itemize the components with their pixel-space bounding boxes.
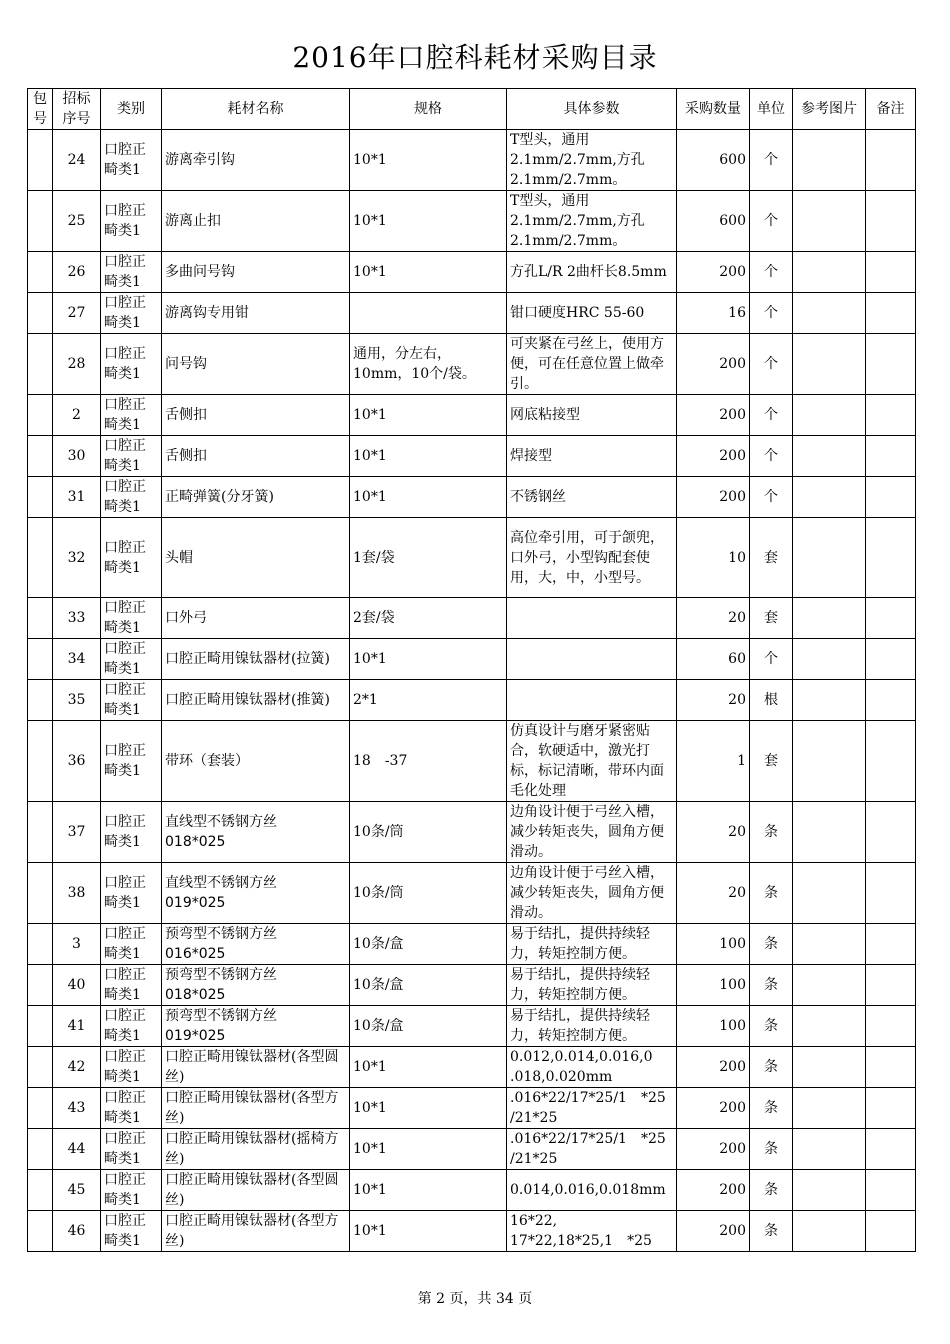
item-name: 舌侧扣 [165,407,207,423]
cell-image [793,395,866,436]
cell-remark [866,721,916,802]
cell-qty: 200 [677,395,750,436]
item-name-size: 019*025 [165,895,226,911]
cell-category: 口腔正畸类1 [101,334,162,395]
item-name: 游离牵引钩 [165,152,235,168]
cell-remark [866,1211,916,1252]
cell-remark [866,1129,916,1170]
cell-category: 口腔正畸类1 [101,518,162,598]
cell-qty: 600 [677,130,750,191]
cell-bid-no: 33 [53,598,101,639]
cell-image [793,334,866,395]
cell-image [793,965,866,1006]
cell-pkg [28,598,53,639]
item-name: 预弯型不锈钢方丝 [165,967,277,983]
cell-bid-no: 38 [53,863,101,924]
page-title: 2016年口腔科耗材采购目录 [292,41,658,74]
cell-image [793,802,866,863]
cell-pkg [28,477,53,518]
cell-unit: 条 [750,1006,793,1047]
cell-image [793,639,866,680]
cell-unit: 条 [750,863,793,924]
cell-remark [866,680,916,721]
item-name: 正畸弹簧(分牙簧) [165,489,274,505]
header-params: 具体参数 [507,89,677,130]
cell-params [507,639,677,680]
cell-name [162,334,350,395]
cell-remark [866,334,916,395]
cell-pkg [28,436,53,477]
item-name: 口腔正畸用镍钛器材(各型圆丝) [165,1049,339,1085]
cell-remark [866,1006,916,1047]
cell-spec: 通用，分左右， 10mm，10个/袋。 [350,334,507,395]
item-name: 口腔正畸用镍钛器材(推簧) [165,692,330,708]
cell-unit: 根 [750,680,793,721]
item-name: 口腔正畸用镍钛器材(各型圆丝) [165,1172,339,1208]
table-row [28,639,916,680]
cell-params: 0.014,0.016,0.018mm [507,1170,677,1211]
table-row [28,924,916,965]
cell-pkg [28,721,53,802]
item-name: 直线型不锈钢方丝 [165,814,277,830]
item-name: 口腔正畸用镍钛器材(拉簧) [165,651,330,667]
header-category: 类别 [101,89,162,130]
table-row [28,680,916,721]
cell-category: 口腔正畸类1 [101,863,162,924]
cell-category: 口腔正畸类1 [101,130,162,191]
cell-spec: 10*1 [350,395,507,436]
cell-category: 口腔正畸类1 [101,477,162,518]
cell-category: 口腔正畸类1 [101,293,162,334]
table-row [28,395,916,436]
table-row [28,802,916,863]
table-row [28,334,916,395]
item-name: 舌侧扣 [165,448,207,464]
cell-unit: 个 [750,252,793,293]
item-name-size: 018*025 [165,834,226,850]
cell-pkg [28,639,53,680]
cell-name [162,965,350,1006]
cell-unit: 个 [750,477,793,518]
cell-bid-no: 36 [53,721,101,802]
cell-remark [866,863,916,924]
table-row [28,1170,916,1211]
cell-pkg [28,1006,53,1047]
cell-bid-no: 25 [53,191,101,252]
cell-spec: 10*1 [350,1088,507,1129]
cell-category: 口腔正畸类1 [101,721,162,802]
table-row [28,863,916,924]
cell-params: 焊接型 [507,436,677,477]
cell-spec: 1套/袋 [350,518,507,598]
cell-qty: 20 [677,802,750,863]
cell-remark [866,252,916,293]
cell-params: 易于结扎，提供持续轻力，转矩控制方便。 [507,1006,677,1047]
cell-name [162,1129,350,1170]
cell-remark [866,965,916,1006]
header-spec: 规格 [350,89,507,130]
cell-remark [866,1047,916,1088]
cell-remark [866,395,916,436]
table-row [28,477,916,518]
cell-image [793,130,866,191]
cell-remark [866,191,916,252]
cell-spec: 2套/袋 [350,598,507,639]
cell-spec: 10*1 [350,477,507,518]
cell-name [162,130,350,191]
table-row [28,1047,916,1088]
cell-category: 口腔正畸类1 [101,802,162,863]
cell-bid-no: 26 [53,252,101,293]
cell-name [162,863,350,924]
cell-image [793,1006,866,1047]
header-unit: 单位 [750,89,793,130]
cell-unit: 条 [750,1047,793,1088]
cell-qty: 10 [677,518,750,598]
cell-qty: 16 [677,293,750,334]
cell-name [162,252,350,293]
cell-bid-no: 43 [53,1088,101,1129]
cell-image [793,518,866,598]
cell-qty: 60 [677,639,750,680]
cell-pkg [28,1088,53,1129]
cell-bid-no: 37 [53,802,101,863]
cell-bid-no: 46 [53,1211,101,1252]
cell-unit: 条 [750,924,793,965]
cell-spec: 10*1 [350,1211,507,1252]
cell-spec: 10条/盒 [350,1006,507,1047]
cell-name [162,191,350,252]
cell-params: 边角设计便于弓丝入槽，减少转矩丧失，圆角方便滑动。 [507,863,677,924]
cell-qty: 200 [677,1211,750,1252]
cell-name [162,680,350,721]
table-row [28,721,916,802]
header-name: 耗材名称 [162,89,350,130]
cell-params: 高位牵引用，可于颌兜，口外弓，小型钩配套使用，大，中，小型号。 [507,518,677,598]
cell-bid-no: 42 [53,1047,101,1088]
table-row [28,1088,916,1129]
cell-name [162,924,350,965]
header-image: 参考图片 [793,89,866,130]
cell-params: .016*22/17*25/1 *25 /21*25 [507,1129,677,1170]
cell-pkg [28,1129,53,1170]
cell-qty: 600 [677,191,750,252]
table-row [28,518,916,598]
cell-params [507,680,677,721]
cell-image [793,191,866,252]
cell-params: T型头，通用 2.1mm/2.7mm,方孔 2.1mm/2.7mm。 [507,191,677,252]
cell-name [162,721,350,802]
table-row [28,1006,916,1047]
cell-spec: 18 -37 [350,721,507,802]
cell-params [507,598,677,639]
cell-bid-no: 34 [53,639,101,680]
cell-spec: 10*1 [350,1129,507,1170]
cell-spec: 10条/筒 [350,863,507,924]
cell-pkg [28,1170,53,1211]
item-name: 头帽 [165,549,193,566]
table-row [28,1129,916,1170]
cell-category: 口腔正畸类1 [101,965,162,1006]
cell-image [793,1047,866,1088]
cell-pkg [28,924,53,965]
cell-remark [866,518,916,598]
cell-params: 易于结扎，提供持续轻力，转矩控制方便。 [507,924,677,965]
cell-qty: 200 [677,334,750,395]
cell-qty: 100 [677,1006,750,1047]
cell-image [793,680,866,721]
cell-unit: 套 [750,721,793,802]
cell-pkg [28,680,53,721]
header-pkg: 包号 [28,89,53,130]
cell-spec: 10条/盒 [350,924,507,965]
cell-pkg [28,518,53,598]
cell-qty: 200 [677,252,750,293]
item-name-size: 018*025 [165,987,226,1003]
cell-category: 口腔正畸类1 [101,395,162,436]
cell-pkg [28,191,53,252]
cell-qty: 100 [677,924,750,965]
cell-remark [866,293,916,334]
cell-qty: 200 [677,1129,750,1170]
cell-bid-no: 24 [53,130,101,191]
item-name: 直线型不锈钢方丝 [165,875,277,891]
cell-image [793,598,866,639]
cell-image [793,721,866,802]
cell-name [162,802,350,863]
cell-bid-no: 30 [53,436,101,477]
cell-bid-no: 35 [53,680,101,721]
cell-qty: 200 [677,1088,750,1129]
cell-spec: 10*1 [350,191,507,252]
header-row [28,89,916,130]
header-qty: 采购数量 [677,89,750,130]
cell-params: 16*22, 17*22,18*25,1 *25 [507,1211,677,1252]
item-name: 预弯型不锈钢方丝 [165,1008,277,1024]
cell-image [793,293,866,334]
cell-category: 口腔正畸类1 [101,436,162,477]
cell-category: 口腔正畸类1 [101,1211,162,1252]
cell-qty: 1 [677,721,750,802]
cell-category: 口腔正畸类1 [101,680,162,721]
item-name: 多曲问号钩 [165,264,235,280]
cell-spec: 10*1 [350,130,507,191]
cell-params: T型头，通用 2.1mm/2.7mm,方孔 2.1mm/2.7mm。 [507,130,677,191]
cell-category: 口腔正畸类1 [101,1088,162,1129]
cell-remark [866,436,916,477]
cell-bid-no: 2 [53,395,101,436]
cell-pkg [28,252,53,293]
cell-qty: 200 [677,1170,750,1211]
cell-qty: 200 [677,436,750,477]
cell-remark [866,1088,916,1129]
cell-bid-no: 3 [53,924,101,965]
cell-image [793,1170,866,1211]
item-name: 口腔正畸用镍钛器材(各型方丝) [165,1213,339,1249]
cell-pkg [28,1211,53,1252]
cell-unit: 套 [750,598,793,639]
cell-pkg [28,802,53,863]
cell-unit: 条 [750,1088,793,1129]
item-name: 口外弓 [165,610,207,626]
cell-image [793,1088,866,1129]
cell-bid-no: 45 [53,1170,101,1211]
cell-qty: 200 [677,1047,750,1088]
header-remark: 备注 [866,89,916,130]
table-row [28,598,916,639]
cell-params: .016*22/17*25/1 *25 /21*25 [507,1088,677,1129]
item-name: 游离钩专用钳 [165,305,249,321]
table-row [28,293,916,334]
cell-qty: 200 [677,477,750,518]
cell-name [162,1170,350,1211]
item-name-size: 019*025 [165,1028,226,1044]
cell-pkg [28,293,53,334]
cell-name [162,395,350,436]
cell-image [793,924,866,965]
cell-remark [866,924,916,965]
item-name: 带环（套装） [165,753,249,769]
cell-name [162,518,350,598]
cell-spec: 10*1 [350,1047,507,1088]
cell-spec: 10*1 [350,252,507,293]
cell-category: 口腔正畸类1 [101,191,162,252]
cell-bid-no: 44 [53,1129,101,1170]
item-name: 预弯型不锈钢方丝 [165,926,277,942]
cell-name [162,1211,350,1252]
cell-unit: 个 [750,293,793,334]
cell-pkg [28,863,53,924]
cell-spec [350,293,507,334]
cell-category: 口腔正畸类1 [101,1170,162,1211]
cell-unit: 个 [750,191,793,252]
cell-params: 网底粘接型 [507,395,677,436]
cell-bid-no: 41 [53,1006,101,1047]
cell-image [793,863,866,924]
cell-category: 口腔正畸类1 [101,924,162,965]
cell-qty: 20 [677,598,750,639]
cell-params: 仿真设计与磨牙紧密贴合，软硬适中，激光打标，标记清晰，带环内面毛化处理 [507,721,677,802]
cell-spec: 10条/盒 [350,965,507,1006]
table-row [28,130,916,191]
item-name-size: 016*025 [165,946,226,962]
cell-unit: 条 [750,1129,793,1170]
cell-image [793,252,866,293]
cell-name [162,639,350,680]
cell-bid-no: 32 [53,518,101,598]
cell-image [793,1211,866,1252]
cell-unit: 个 [750,395,793,436]
cell-bid-no: 27 [53,293,101,334]
item-name: 问号钩 [165,356,207,372]
cell-params: 可夹紧在弓丝上，使用方便，可在任意位置上做牵引。 [507,334,677,395]
cell-unit: 条 [750,802,793,863]
cell-params: 0.012,0.014,0.016,0 .018,0.020mm [507,1047,677,1088]
item-name: 口腔正畸用镍钛器材(各型方丝) [165,1090,339,1126]
table-row [28,252,916,293]
item-name: 游离止扣 [165,213,221,229]
cell-unit: 个 [750,334,793,395]
cell-remark [866,130,916,191]
cell-qty: 20 [677,863,750,924]
cell-category: 口腔正畸类1 [101,252,162,293]
cell-remark [866,477,916,518]
cell-params: 边角设计便于弓丝入槽，减少转矩丧失，圆角方便滑动。 [507,802,677,863]
cell-unit: 个 [750,130,793,191]
cell-remark [866,1170,916,1211]
cell-image [793,477,866,518]
cell-category: 口腔正畸类1 [101,1047,162,1088]
cell-qty: 20 [677,680,750,721]
cell-category: 口腔正畸类1 [101,1129,162,1170]
cell-bid-no: 40 [53,965,101,1006]
table-row [28,1211,916,1252]
cell-category: 口腔正畸类1 [101,1006,162,1047]
cell-params: 方孔L/R 2曲杆长8.5mm [507,252,677,293]
cell-pkg [28,1047,53,1088]
cell-name [162,1006,350,1047]
cell-name [162,477,350,518]
page-footer: 第 2 页，共 34 页 [417,1291,533,1307]
cell-spec: 10*1 [350,436,507,477]
table-row [28,436,916,477]
cell-spec: 2*1 [350,680,507,721]
cell-bid-no: 28 [53,334,101,395]
cell-unit: 条 [750,965,793,1006]
cell-spec: 10*1 [350,639,507,680]
cell-qty: 100 [677,965,750,1006]
cell-category: 口腔正畸类1 [101,598,162,639]
cell-pkg [28,395,53,436]
cell-params: 易于结扎，提供持续轻力，转矩控制方便。 [507,965,677,1006]
table-row [28,965,916,1006]
cell-remark [866,802,916,863]
header-bid-no: 招标序号 [53,89,101,130]
cell-category: 口腔正畸类1 [101,639,162,680]
cell-name [162,293,350,334]
table-row [28,191,916,252]
cell-name [162,598,350,639]
cell-unit: 个 [750,639,793,680]
cell-image [793,436,866,477]
cell-spec: 10*1 [350,1170,507,1211]
cell-params: 不锈钢丝 [507,477,677,518]
cell-bid-no: 31 [53,477,101,518]
catalog-table [27,88,916,1252]
cell-remark [866,639,916,680]
cell-remark [866,598,916,639]
cell-unit: 个 [750,436,793,477]
cell-pkg [28,130,53,191]
cell-unit: 套 [750,518,793,598]
cell-name [162,436,350,477]
cell-spec: 10条/筒 [350,802,507,863]
cell-params: 钳口硬度HRC 55-60 [507,293,677,334]
cell-image [793,1129,866,1170]
cell-unit: 条 [750,1211,793,1252]
cell-unit: 条 [750,1170,793,1211]
cell-name [162,1088,350,1129]
cell-pkg [28,965,53,1006]
cell-name [162,1047,350,1088]
cell-pkg [28,334,53,395]
item-name: 口腔正畸用镍钛器材(摇椅方丝) [165,1131,339,1167]
